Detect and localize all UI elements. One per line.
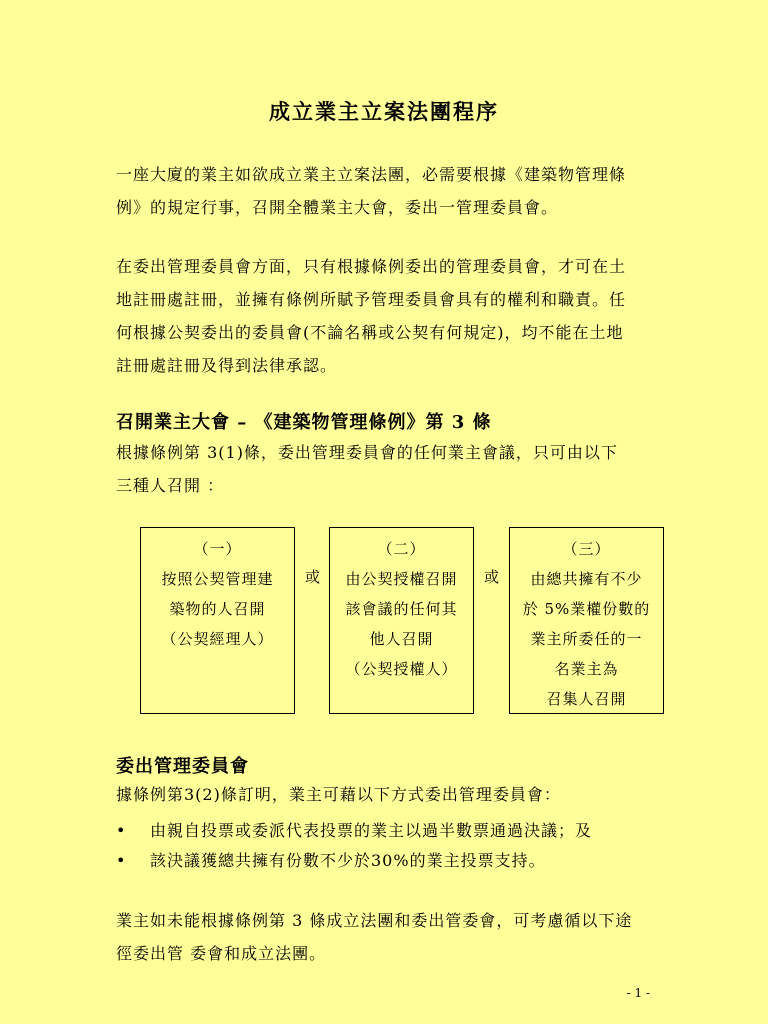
closing-line: 業主如未能根據條例第 3 條成立法團和委出管委會，可考慮循以下途 bbox=[116, 911, 633, 930]
option-line: 召集人召開 bbox=[546, 690, 627, 708]
option-box-1 bbox=[140, 527, 295, 714]
section1-paragraph bbox=[116, 436, 656, 502]
section2-heading: 委出管理委員會 bbox=[116, 756, 249, 777]
option-line: 名業主為 bbox=[554, 660, 619, 678]
list-item bbox=[116, 848, 546, 871]
option-line: （二） bbox=[377, 540, 426, 558]
option-box-3 bbox=[509, 527, 664, 714]
option-line: 業主所委任的一 bbox=[530, 630, 643, 648]
option-line: 築物的人召開 bbox=[169, 600, 266, 618]
option-line: 他人召開 bbox=[369, 630, 434, 648]
page-number: - 1 - bbox=[626, 986, 650, 1000]
intro-paragraph bbox=[116, 158, 656, 224]
list-item bbox=[116, 818, 592, 841]
option-line: 於 5%業權份數的 bbox=[522, 600, 651, 618]
section1-line: 根據條例第 3(1)條，委出管理委員會的任何業主會議，只可由以下 bbox=[116, 443, 618, 462]
intro-line: 一座大廈的業主如欲成立業主立案法團，必需要根據《建築物管理條 bbox=[116, 165, 627, 184]
option-line: 由總共擁有不少 bbox=[530, 570, 643, 588]
option-line: （公契授權人） bbox=[345, 660, 458, 678]
option-line: 該會議的任何其 bbox=[345, 600, 458, 618]
document-title: 成立業主立案法團程序 bbox=[269, 99, 499, 124]
bullet-icon: • bbox=[116, 821, 127, 840]
section2-intro bbox=[116, 778, 656, 811]
committee-paragraph bbox=[116, 250, 656, 382]
closing-paragraph bbox=[116, 904, 656, 970]
bullet-icon: • bbox=[116, 851, 127, 870]
bullet-text: 該決議獲總共擁有份數不少於30%的業主投票支持。 bbox=[150, 851, 546, 870]
committee-line: 註冊處註冊及得到法律承認。 bbox=[116, 356, 338, 375]
option-line: 按照公契管理建 bbox=[161, 570, 274, 588]
option-line: 由公契授權召開 bbox=[345, 570, 458, 588]
option-line: （一） bbox=[193, 540, 242, 558]
committee-line: 地註冊處註冊，並擁有條例所賦予管理委員會具有的權利和職責。任 bbox=[116, 290, 627, 309]
option-line: （三） bbox=[562, 540, 611, 558]
or-label: 或 bbox=[484, 568, 500, 586]
closing-line: 徑委出管 委會和成立法團。 bbox=[116, 944, 327, 963]
option-line: （公契經理人） bbox=[161, 630, 274, 648]
committee-line: 何根據公契委出的委員會(不論名稱或公契有何規定)，均不能在土地 bbox=[116, 323, 624, 342]
section1-line: 三種人召開 ： bbox=[116, 476, 225, 495]
section2-intro-line: 據條例第3(2)條訂明，業主可藉以下方式委出管理委員會： bbox=[116, 785, 561, 804]
committee-line: 在委出管理委員會方面，只有根據條例委出的管理委員會，才可在土 bbox=[116, 257, 627, 276]
option-box-2 bbox=[329, 527, 474, 714]
bullet-text: 由親自投票或委派代表投票的業主以過半數票通過決議；及 bbox=[150, 821, 593, 840]
section1-heading: 召開業主大會 – 《建築物管理條例》第 3 條 bbox=[116, 412, 492, 433]
or-label: 或 bbox=[305, 568, 321, 586]
intro-line: 例》的規定行事，召開全體業主大會，委出一管理委員會。 bbox=[116, 198, 559, 217]
